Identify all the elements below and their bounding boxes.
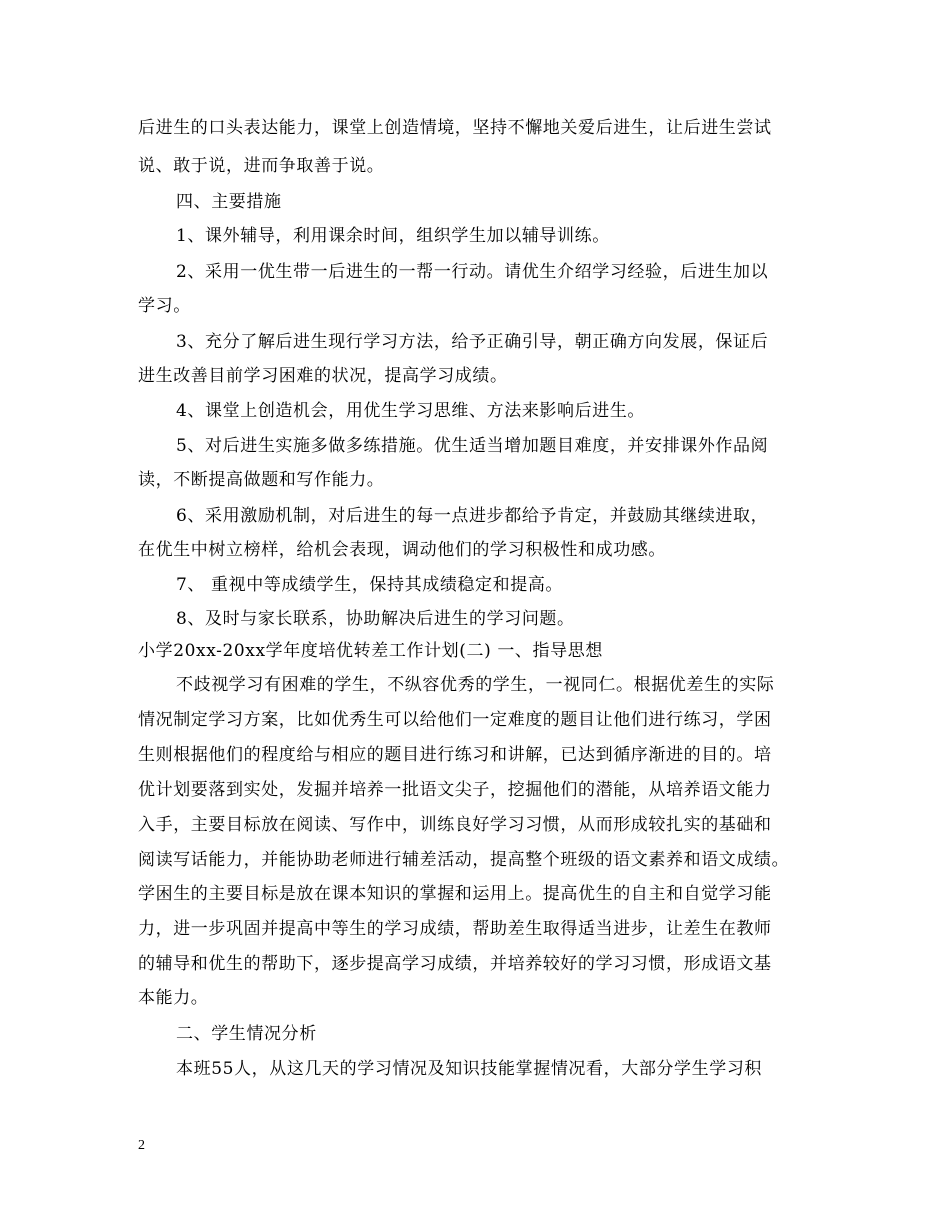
text-line: 本能力。 <box>138 988 209 1008</box>
text-line: 入手，主要目标放在阅读、写作中，训练良好学习习惯，从而形成较扎实的基础和 <box>138 815 772 835</box>
text-line: 的辅导和优生的帮助下，逐步提高学习成绩，并培养较好的学习习惯，形成语文基 <box>138 954 772 974</box>
text-line: 6、采用激励机制，对后进生的每一点进步都给予肯定，并鼓励其继续进取， <box>176 506 769 526</box>
text-line: 3、充分了解后进生现行学习方法，给予正确引导，朝正确方向发展，保证后 <box>176 332 769 352</box>
text-line: 本班55人，从这几天的学习情况及知识技能掌握情况看，大部分学生学习积 <box>176 1059 763 1079</box>
page-number: 2 <box>138 1138 145 1153</box>
text-line: 进生改善目前学习困难的状况，提高学习成绩。 <box>138 366 508 386</box>
text-line: 情况制定学习方案，比如优秀生可以给他们一定难度的题目让他们进行练习，学困 <box>138 710 772 730</box>
text-line: 4、课堂上创造机会，用优生学习思维、方法来影响后进生。 <box>176 401 646 421</box>
text-line: 在优生中树立榜样，给机会表现，调动他们的学习积极性和成功感。 <box>138 540 666 560</box>
text-line: 力，进一步巩固并提高中等生的学习成绩，帮助差生取得适当进步，让差生在教师 <box>138 919 772 939</box>
text-line: 学习。 <box>138 296 191 316</box>
text-line: 1、课外辅导，利用课余时间，组织学生加以辅导训练。 <box>176 226 610 246</box>
text-line: 不歧视学习有困难的学生，不纵容优秀的学生，一视同仁。根据优差生的实际 <box>176 675 775 695</box>
text-line: 5、对后进生实施多做多练措施。优生适当增加题目难度，并安排课外作品阅 <box>176 436 769 456</box>
text-line: 读，不断提高做题和写作能力。 <box>138 470 385 490</box>
text-line: 学困生的主要目标是放在课本知识的掌握和运用上。提高优生的自主和自觉学习能 <box>138 884 772 904</box>
text-line: 7、 重视中等成绩学生，保持其成绩稳定和提高。 <box>176 575 564 595</box>
section-heading: 二、学生情况分析 <box>176 1024 317 1044</box>
section-title: 小学20xx-20xx学年度培优转差工作计划(二) 一、指导思想 <box>138 641 603 661</box>
text-line: 优计划要落到实处，发掘并培养一批语文尖子，挖掘他们的潜能，从培养语文能力 <box>138 780 772 800</box>
text-line: 说、敢于说，进而争取善于说。 <box>138 156 385 176</box>
text-line: 生则根据他们的程度给与相应的题目进行练习和讲解，已达到循序渐进的目的。培 <box>138 745 772 765</box>
text-line: 后进生的口头表达能力，课堂上创造情境，坚持不懈地关爱后进生，让后进生尝试 <box>138 118 772 138</box>
text-line: 2、采用一优生带一后进生的一帮一行动。请优生介绍学习经验，后进生加以 <box>176 262 769 282</box>
section-heading: 四、主要措施 <box>176 192 282 212</box>
text-line: 阅读写话能力，并能协助老师进行辅差活动，提高整个班级的语文素养和语文成绩。 <box>138 850 790 870</box>
text-line: 8、及时与家长联系，协助解决后进生的学习问题。 <box>176 609 575 629</box>
